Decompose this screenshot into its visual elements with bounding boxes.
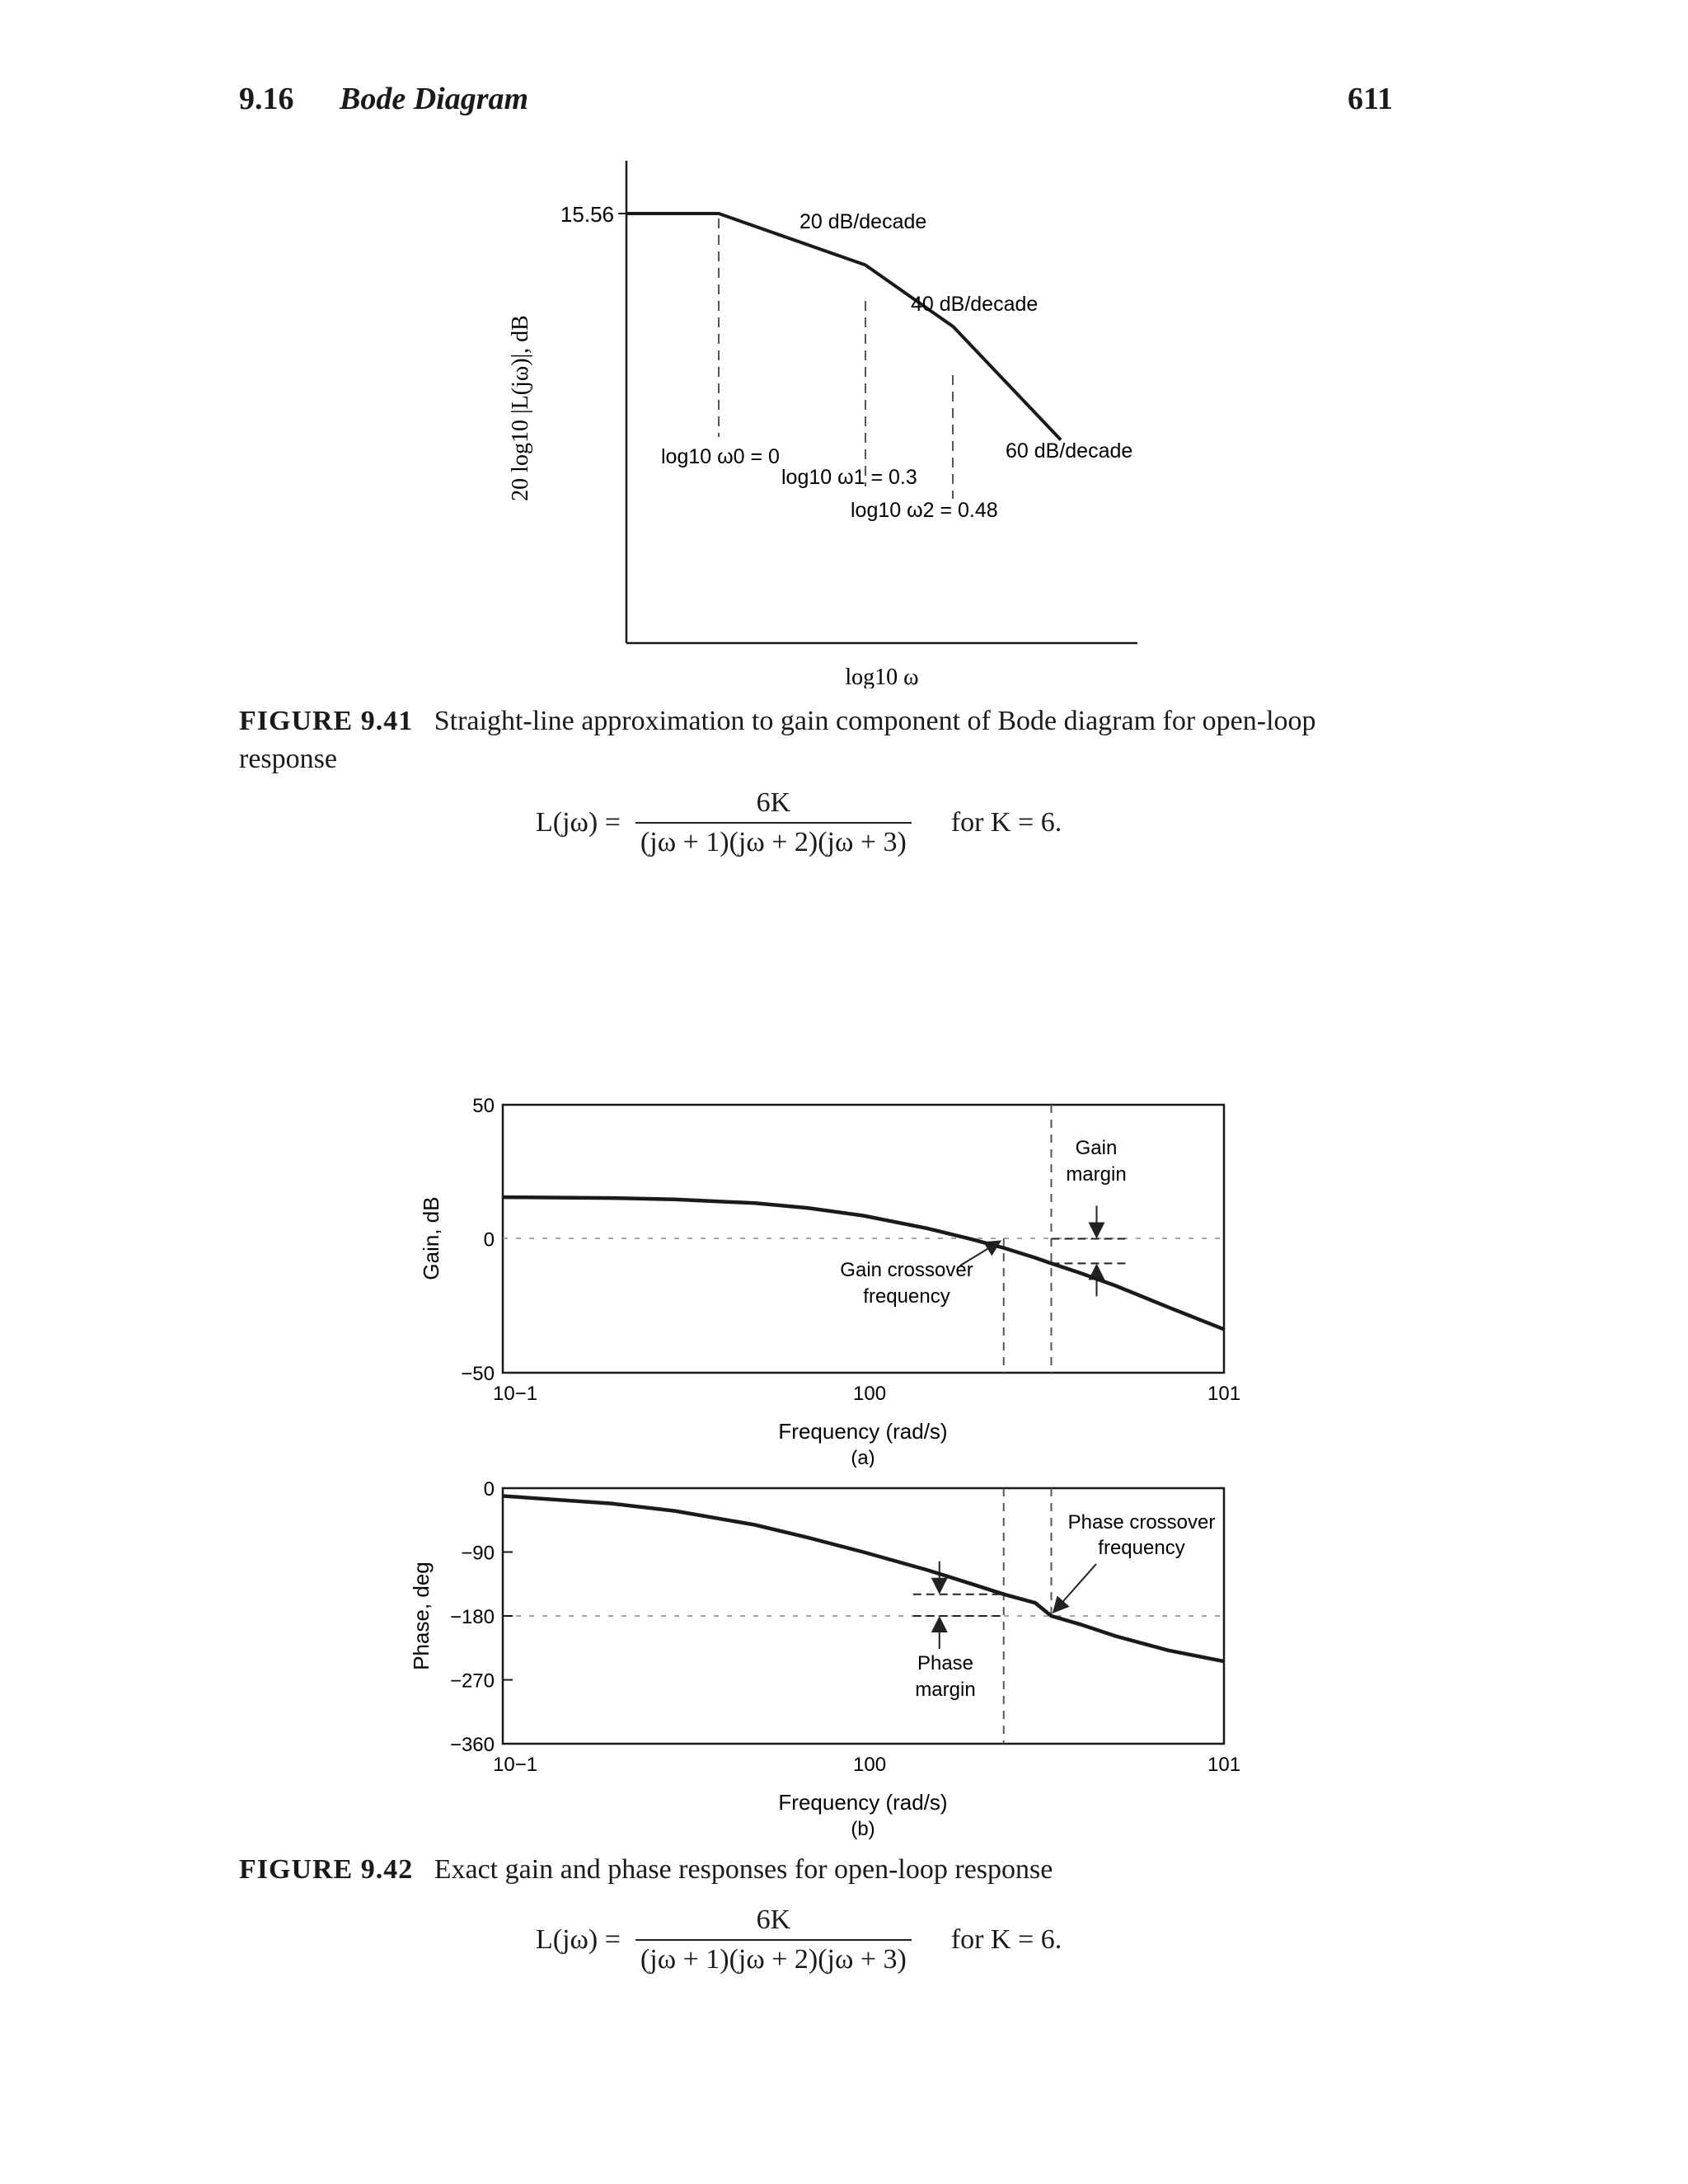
figure-941-text: Straight-line approximation to gain component of Bode diagram for open-loop response (239, 706, 1316, 774)
eq942-numerator: 6K (635, 1905, 912, 1941)
figure-941-equation (536, 787, 1062, 858)
f941-x-axis-label: log10 ω (845, 665, 919, 688)
f942a-gc-label-2: frequency (863, 1285, 950, 1308)
f942a-y-axis-label: Gain, dB (419, 1196, 443, 1280)
figure-942-label: FIGURE 9.42 (239, 1854, 414, 1885)
f942a-sublabel: (a) (851, 1447, 875, 1468)
f942a-xtick-0: 10−1 (493, 1383, 538, 1405)
eq941-denominator: (jω + 1)(jω + 2)(jω + 3) (640, 827, 907, 857)
figure-942-equation (536, 1905, 1062, 1975)
f942a-gm-label-2: margin (1066, 1163, 1127, 1186)
figure-942-caption (239, 1851, 1393, 1889)
f942b-x-axis-label: Frequency (rad/s) (778, 1790, 948, 1815)
f942b-ytick-label: −360 (449, 1734, 495, 1756)
f942a-xtick-2: 101 (1207, 1383, 1241, 1405)
f942b-ytick-label: −270 (449, 1670, 495, 1693)
f942b-y-axis-label: Phase, deg (409, 1562, 434, 1670)
f942b-ytick-label: −180 (449, 1606, 495, 1628)
f942b-xtick-2: 101 (1207, 1754, 1241, 1776)
f941-label-w1: log10 ω1 = 0.3 (781, 466, 917, 489)
section-title: Bode Diagram (340, 82, 529, 116)
figure-942b-chart (396, 1472, 1286, 1851)
figure-942a-chart (396, 1088, 1286, 1468)
eq942-fraction (635, 1905, 912, 1975)
eq942-lhs: L(jω) = (536, 1924, 621, 1955)
f942b-pm-label-2: margin (915, 1679, 976, 1701)
f942a-ytick-label: −50 (461, 1363, 495, 1385)
f941-label-w0: log10 ω0 = 0 (661, 445, 780, 468)
f941-slope-20: 20 dB/decade (799, 210, 927, 233)
page-number: 611 (1348, 82, 1393, 116)
section-number: 9.16 (239, 82, 294, 116)
f942a-ytick-label: 0 (483, 1228, 495, 1252)
f942a-gc-label-1: Gain crossover (840, 1259, 973, 1281)
f942b-pm-label-1: Phase (917, 1652, 974, 1674)
eq941-fraction (635, 787, 912, 858)
f942a-gm-label-1: Gain (1075, 1137, 1118, 1159)
f942b-xtick-0: 10−1 (493, 1754, 538, 1776)
eq942-rhs: for K = 6. (950, 1924, 1062, 1955)
f942b-ytick-label: 0 (483, 1478, 495, 1501)
f942b-pc-label-2: frequency (1098, 1537, 1185, 1559)
eq941-numerator: 6K (635, 787, 912, 824)
f941-y-axis-label: 20 log10 |L(jω)|, dB (508, 315, 533, 501)
figure-941-label: FIGURE 9.41 (239, 706, 414, 736)
f942b-ytick-label: −90 (461, 1542, 495, 1565)
eq942-denominator: (jω + 1)(jω + 2)(jω + 3) (640, 1944, 907, 1975)
f942b-pc-label-1: Phase crossover (1067, 1511, 1216, 1533)
figure-941-caption (239, 702, 1393, 778)
f941-ytick-label: 15.56 (560, 202, 614, 227)
f942a-ytick-label: 50 (472, 1095, 495, 1117)
eq941-rhs: for K = 6. (950, 807, 1062, 838)
f942b-sublabel: (b) (851, 1818, 875, 1840)
f941-label-w2: log10 ω2 = 0.48 (851, 499, 998, 522)
figure-941-chart (478, 161, 1154, 688)
eq941-lhs: L(jω) = (536, 807, 621, 838)
f942b-phase-crossover-arrow (1054, 1564, 1096, 1611)
f941-slope-40: 40 dB/decade (911, 293, 1039, 316)
f942a-x-axis-label: Frequency (rad/s) (778, 1419, 948, 1444)
f942a-xtick-1: 100 (853, 1383, 887, 1405)
f941-gain-asymptote (626, 214, 1061, 440)
f942b-xtick-1: 100 (853, 1754, 887, 1776)
figure-942-text: Exact gain and phase responses for open-loop response (434, 1854, 1053, 1885)
f941-slope-60: 60 dB/decade (1006, 439, 1133, 463)
